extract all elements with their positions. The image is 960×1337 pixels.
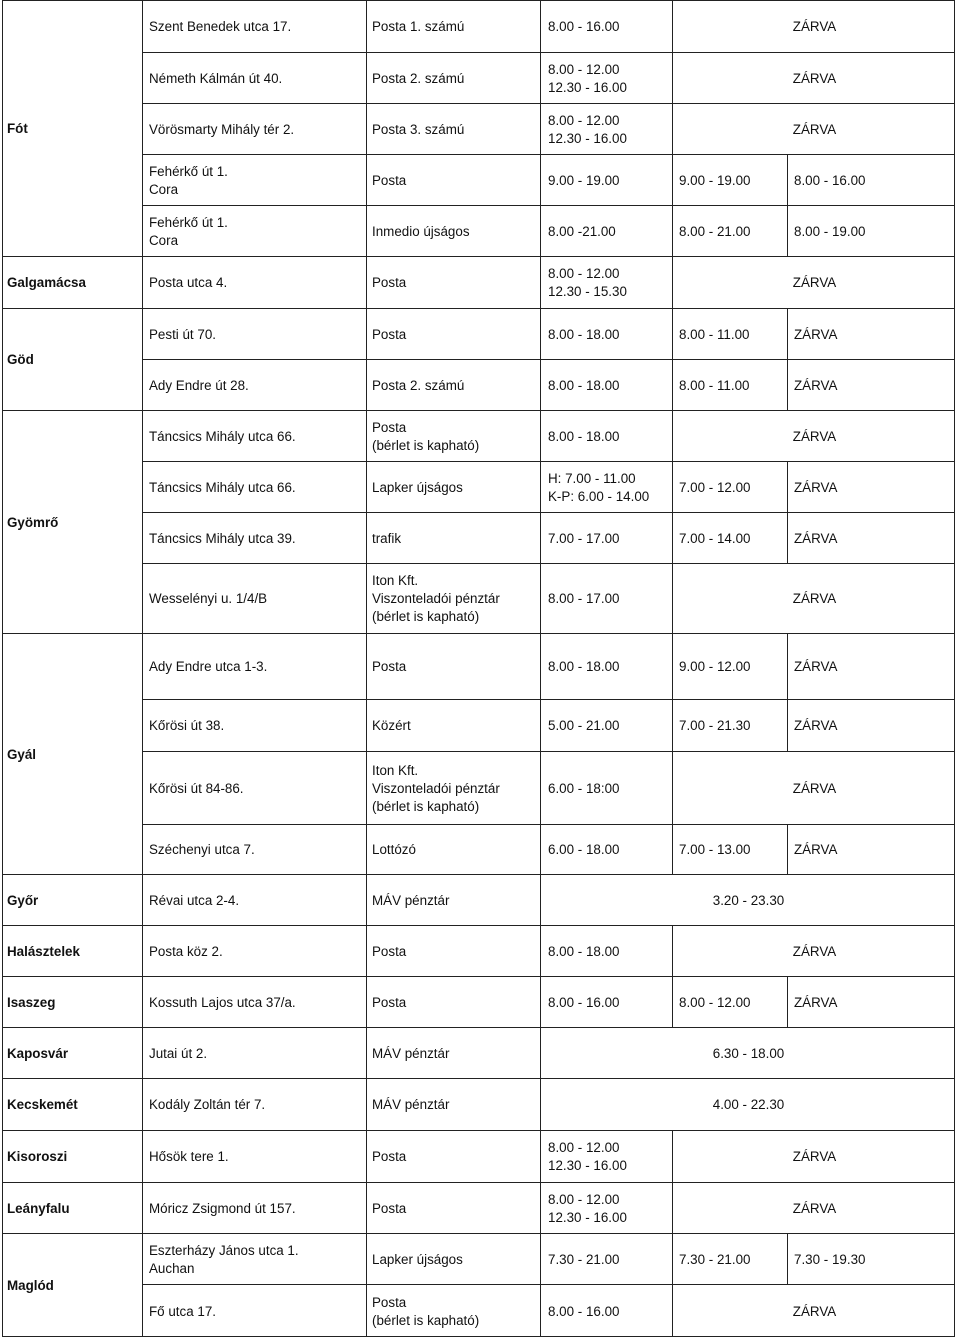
cell-text-place: Iton Kft. Viszonteladói pénztár (bérlet is kapható) [372, 573, 500, 624]
cell-text-address: Posta utca 4. [149, 275, 228, 290]
cell-text-saturday: 8.00 - 21.00 [679, 223, 751, 239]
cell-saturday [672, 925, 955, 976]
cell-sunday [787, 633, 955, 699]
cell-saturday [672, 824, 787, 874]
cell-text-weekday: 8.00 - 17.00 [548, 591, 620, 606]
cell-saturday [672, 1182, 955, 1233]
cell-weekday [540, 1130, 672, 1182]
cell-text-saturday: 7.00 - 21.30 [679, 718, 751, 733]
cell-text-weekday: 8.00 - 18.00 [548, 659, 620, 674]
cell-weekday [540, 976, 672, 1027]
cell-text-place: trafik [372, 530, 402, 546]
cell-text-sunday: ZÁRVA [794, 659, 838, 674]
cell-text-saturday: 7.00 - 14.00 [679, 530, 751, 546]
cell-saturday [672, 52, 955, 103]
cell-text-sunday: 7.30 - 19.30 [794, 1251, 866, 1267]
city-cell [2, 976, 142, 1027]
cell-saturday [672, 308, 787, 359]
cell-text-weekday: 8.00 - 18.00 [548, 377, 620, 393]
cell-place [366, 461, 540, 512]
cell-text-saturday: 7.00 - 12.00 [679, 479, 751, 495]
cell-text-sunday: ZÁRVA [794, 842, 838, 857]
cell-text-weekday: 8.00 - 18.00 [548, 943, 620, 959]
cell-place [366, 1233, 540, 1284]
cell-text-address: Wesselényi u. 1/4/B [149, 591, 268, 606]
cell-text-place: MÁV pénztár [372, 1045, 450, 1061]
cell-text-place: Közért [372, 718, 411, 733]
cell-weekday [540, 1027, 955, 1078]
cell-address [142, 976, 366, 1027]
cell-text-address: Vörösmarty Mihály tér 2. [149, 121, 295, 137]
cell-text-weekday: 8.00 - 12.00 12.30 - 15.30 [548, 266, 627, 299]
cell-text-saturday: 8.00 - 11.00 [679, 377, 750, 393]
cell-address [142, 1078, 366, 1130]
city-name: Maglód [7, 1278, 54, 1293]
cell-text-place: Inmedio újságos [372, 223, 470, 239]
cell-text-weekday: 8.00 - 16.00 [548, 1303, 620, 1319]
cell-text-weekday: 8.00 - 18.00 [548, 326, 620, 342]
cell-text-saturday: 9.00 - 19.00 [679, 172, 751, 188]
cell-text-saturday: 8.00 - 11.00 [679, 326, 750, 342]
cell-text-sunday: ZÁRVA [792, 275, 837, 290]
cell-weekday [540, 256, 672, 308]
cell-weekday [540, 461, 672, 512]
cell-place [366, 0, 540, 52]
cell-weekday [540, 512, 672, 563]
cell-text-weekday: 6.00 - 18:00 [548, 780, 620, 796]
cell-place [366, 359, 540, 410]
cell-text-sunday: ZÁRVA [792, 943, 837, 959]
cell-saturday [672, 1130, 955, 1182]
cell-text-sunday: ZÁRVA [794, 479, 838, 495]
cell-text-weekday: 5.00 - 21.00 [548, 718, 620, 733]
cell-address [142, 0, 366, 52]
cell-text-saturday: 8.00 - 12.00 [679, 994, 751, 1010]
cell-saturday [672, 633, 787, 699]
cell-address [142, 633, 366, 699]
cell-address [142, 359, 366, 410]
cell-sunday [787, 359, 955, 410]
cell-place [366, 976, 540, 1027]
cell-address [142, 52, 366, 103]
cell-text-address: Ady Endre utca 1-3. [149, 659, 268, 674]
city-cell [2, 1233, 142, 1337]
cell-sunday [787, 976, 955, 1027]
cell-address [142, 205, 366, 256]
cell-text-place: Lapker újságos [372, 1251, 463, 1267]
cell-text-sunday: ZÁRVA [794, 377, 838, 393]
cell-weekday [540, 1182, 672, 1233]
cell-text-address: Jutai út 2. [149, 1045, 208, 1061]
cell-text-place: Lottózó [372, 842, 416, 857]
cell-text-sunday: ZÁRVA [792, 19, 837, 34]
cell-address [142, 925, 366, 976]
cell-weekday [540, 563, 672, 633]
cell-weekday [540, 751, 672, 824]
cell-weekday [540, 925, 672, 976]
cell-place [366, 1284, 540, 1337]
cell-text-saturday: 7.30 - 21.00 [679, 1251, 751, 1267]
cell-text-place: Posta (bérlet is kapható) [372, 1294, 480, 1328]
city-name: Kaposvár [7, 1045, 69, 1061]
city-cell [2, 633, 142, 874]
cell-place [366, 699, 540, 751]
cell-place [366, 633, 540, 699]
cell-saturday [672, 699, 787, 751]
cell-text-address: Táncsics Mihály utca 39. [149, 530, 296, 546]
cell-place [366, 103, 540, 154]
city-name: Gyál [7, 746, 37, 762]
cell-text-sunday: ZÁRVA [792, 428, 837, 444]
cell-place [366, 1078, 540, 1130]
cell-address [142, 1284, 366, 1337]
cell-text-sunday: 8.00 - 16.00 [794, 172, 866, 188]
cell-text-sunday: ZÁRVA [794, 326, 838, 342]
cell-sunday [787, 512, 955, 563]
cell-place [366, 410, 540, 461]
cell-saturday [672, 976, 787, 1027]
cell-address [142, 1027, 366, 1078]
cell-saturday [672, 103, 955, 154]
cell-address [142, 256, 366, 308]
cell-text-weekday: 8.00 -21.00 [548, 223, 616, 239]
cell-text-place: Posta [372, 943, 407, 959]
cell-text-weekday: 7.00 - 17.00 [548, 530, 620, 546]
cell-text-place: Posta [372, 994, 407, 1010]
cell-weekday [540, 410, 672, 461]
city-name: Győr [7, 892, 39, 908]
cell-saturday [672, 563, 955, 633]
cell-text-address: Fehérkő út 1. Cora [149, 214, 228, 248]
city-cell [2, 874, 142, 925]
cell-address [142, 1130, 366, 1182]
cell-sunday [787, 461, 955, 512]
cell-place [366, 751, 540, 824]
cell-saturday [672, 1284, 955, 1337]
cell-text-place: Posta [372, 659, 407, 674]
cell-address [142, 1182, 366, 1233]
cell-text-weekday: H: 7.00 - 11.00 K-P: 6.00 - 14.00 [548, 470, 650, 504]
cell-place [366, 1027, 540, 1078]
cell-text-saturday: 6.30 - 18.00 [712, 1045, 785, 1061]
city-cell [2, 410, 142, 633]
cell-text-place: Iton Kft. Viszonteladói pénztár (bérlet is kapható) [372, 762, 500, 814]
cell-place [366, 824, 540, 874]
city-cell [2, 308, 142, 410]
city-name: Halásztelek [7, 943, 80, 959]
cell-sunday [787, 824, 955, 874]
city-name: Isaszeg [7, 994, 56, 1010]
opening-hours-table [2, 0, 955, 1337]
cell-address [142, 751, 366, 824]
city-name: Kisoroszi [7, 1149, 68, 1164]
cell-text-place: Posta [372, 1149, 407, 1164]
cell-weekday [540, 874, 955, 925]
city-cell [2, 925, 142, 976]
cell-text-address: Kodály Zoltán tér 7. [149, 1097, 266, 1112]
cell-text-sunday: ZÁRVA [792, 70, 837, 86]
cell-text-address: Fehérkő út 1. Cora [149, 163, 228, 197]
cell-text-place: Posta [372, 326, 407, 342]
cell-weekday [540, 1284, 672, 1337]
city-name: Göd [7, 352, 34, 367]
cell-text-place: Posta 2. számú [372, 70, 465, 86]
cell-address [142, 563, 366, 633]
cell-text-weekday: 6.00 - 18.00 [548, 842, 620, 857]
cell-weekday [540, 1078, 955, 1130]
city-name: Gyömrő [7, 514, 59, 530]
cell-text-sunday: ZÁRVA [792, 1303, 837, 1319]
cell-text-address: Kőrösi út 84-86. [149, 780, 244, 796]
cell-saturday [672, 512, 787, 563]
city-name: Fót [7, 121, 28, 136]
city-cell [2, 1182, 142, 1233]
cell-text-place: Posta 2. számú [372, 377, 465, 393]
cell-text-address: Posta köz 2. [149, 943, 223, 959]
cell-text-place: MÁV pénztár [372, 892, 450, 908]
cell-place [366, 925, 540, 976]
cell-text-sunday: ZÁRVA [794, 994, 838, 1010]
cell-place [366, 52, 540, 103]
cell-text-weekday: 8.00 - 16.00 [548, 994, 620, 1010]
cell-weekday [540, 699, 672, 751]
cell-sunday [787, 205, 955, 256]
cell-place [366, 256, 540, 308]
city-cell [2, 0, 142, 256]
cell-address [142, 103, 366, 154]
cell-address [142, 874, 366, 925]
cell-weekday [540, 103, 672, 154]
cell-address [142, 461, 366, 512]
cell-text-weekday: 9.00 - 19.00 [548, 172, 620, 188]
cell-place [366, 512, 540, 563]
cell-saturday [672, 205, 787, 256]
cell-text-address: Kossuth Lajos utca 37/a. [149, 994, 296, 1010]
cell-text-weekday: 8.00 - 12.00 12.30 - 16.00 [548, 112, 627, 146]
cell-text-place: Posta 1. számú [372, 19, 465, 34]
cell-text-sunday: ZÁRVA [792, 780, 837, 796]
cell-address [142, 512, 366, 563]
cell-text-place: Lapker újságos [372, 479, 463, 495]
cell-text-address: Hősök tere 1. [149, 1149, 229, 1164]
cell-sunday [787, 1233, 955, 1284]
cell-text-address: Szent Benedek utca 17. [149, 19, 292, 34]
cell-text-address: Fő utca 17. [149, 1303, 216, 1319]
cell-place [366, 1130, 540, 1182]
cell-text-sunday: ZÁRVA [792, 121, 837, 137]
cell-text-sunday: ZÁRVA [792, 1200, 837, 1216]
cell-text-sunday: 8.00 - 19.00 [794, 223, 866, 239]
cell-text-place: Posta [372, 1200, 407, 1216]
cell-saturday [672, 359, 787, 410]
cell-weekday [540, 0, 672, 52]
cell-text-sunday: ZÁRVA [794, 718, 838, 733]
cell-sunday [787, 154, 955, 205]
cell-text-place: Posta [372, 172, 407, 188]
cell-weekday [540, 205, 672, 256]
cell-address [142, 410, 366, 461]
cell-saturday [672, 1233, 787, 1284]
cell-place [366, 205, 540, 256]
cell-text-address: Táncsics Mihály utca 66. [149, 428, 296, 444]
cell-sunday [787, 699, 955, 751]
cell-text-saturday: 4.00 - 22.30 [712, 1097, 785, 1112]
cell-address [142, 308, 366, 359]
cell-text-address: Pesti út 70. [149, 326, 216, 342]
cell-place [366, 154, 540, 205]
cell-address [142, 1233, 366, 1284]
cell-weekday [540, 308, 672, 359]
cell-text-place: MÁV pénztár [372, 1097, 450, 1112]
cell-text-address: Táncsics Mihály utca 66. [149, 479, 296, 495]
cell-text-weekday: 8.00 - 12.00 12.30 - 16.00 [548, 61, 627, 95]
cell-text-place: Posta [372, 275, 407, 290]
city-cell [2, 1130, 142, 1182]
cell-text-place: Posta (bérlet is kapható) [372, 419, 480, 453]
cell-text-weekday: 8.00 - 12.00 12.30 - 16.00 [548, 1191, 627, 1225]
cell-place [366, 874, 540, 925]
cell-sunday [787, 308, 955, 359]
cell-saturday [672, 0, 955, 52]
cell-text-sunday: ZÁRVA [792, 1149, 837, 1164]
cell-weekday [540, 52, 672, 103]
cell-place [366, 563, 540, 633]
cell-text-address: Ady Endre út 28. [149, 377, 249, 393]
cell-address [142, 699, 366, 751]
cell-place [366, 308, 540, 359]
city-name: Leányfalu [7, 1200, 70, 1216]
cell-text-address: Révai utca 2-4. [149, 892, 240, 908]
cell-text-place: Posta 3. számú [372, 121, 465, 137]
cell-weekday [540, 633, 672, 699]
cell-address [142, 154, 366, 205]
cell-saturday [672, 410, 955, 461]
city-name: Kecskemét [7, 1097, 78, 1112]
cell-text-saturday: 3.20 - 23.30 [712, 892, 785, 908]
cell-weekday [540, 1233, 672, 1284]
cell-text-address: Kőrösi út 38. [149, 718, 225, 733]
cell-text-weekday: 8.00 - 16.00 [548, 19, 620, 34]
cell-text-sunday: ZÁRVA [792, 591, 837, 606]
cell-text-weekday: 7.30 - 21.00 [548, 1251, 620, 1267]
cell-weekday [540, 359, 672, 410]
cell-text-saturday: 7.00 - 13.00 [679, 842, 751, 857]
city-name: Galgamácsa [7, 275, 86, 290]
cell-saturday [672, 154, 787, 205]
cell-text-address: Széchenyi utca 7. [149, 842, 255, 857]
cell-text-sunday: ZÁRVA [794, 530, 838, 546]
cell-text-address: Móricz Zsigmond út 157. [149, 1200, 296, 1216]
cell-text-saturday: 9.00 - 12.00 [679, 659, 751, 674]
cell-saturday [672, 461, 787, 512]
cell-place [366, 1182, 540, 1233]
city-cell [2, 1078, 142, 1130]
cell-text-address: Eszterházy János utca 1. Auchan [149, 1242, 299, 1276]
cell-text-address: Németh Kálmán út 40. [149, 70, 283, 86]
cell-saturday [672, 751, 955, 824]
cell-text-weekday: 8.00 - 18.00 [548, 428, 620, 444]
cell-weekday [540, 824, 672, 874]
cell-weekday [540, 154, 672, 205]
cell-address [142, 824, 366, 874]
cell-saturday [672, 256, 955, 308]
city-cell [2, 256, 142, 308]
cell-text-weekday: 8.00 - 12.00 12.30 - 16.00 [548, 1140, 627, 1173]
city-cell [2, 1027, 142, 1078]
